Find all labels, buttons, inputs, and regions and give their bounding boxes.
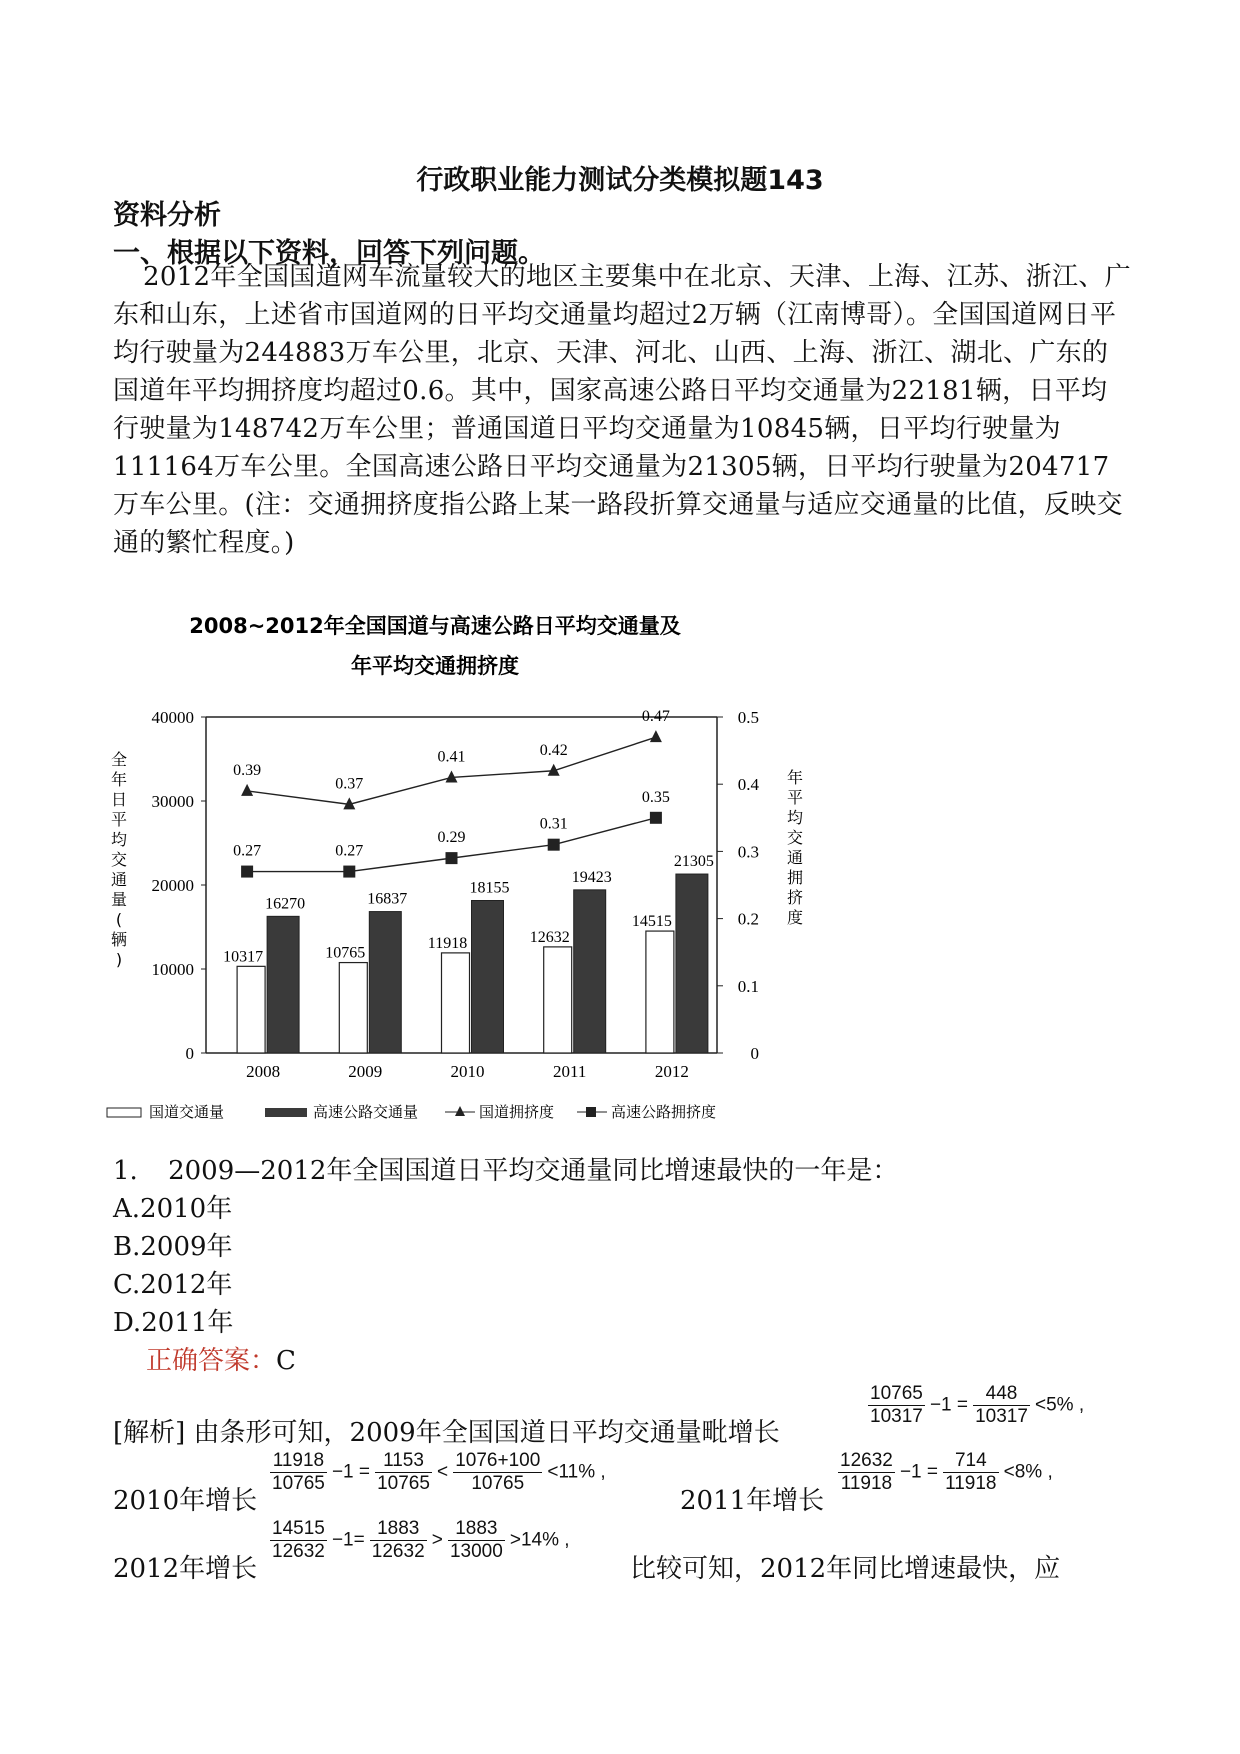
option-text: 2009年 xyxy=(140,1232,233,1262)
option-text: 2010年 xyxy=(140,1194,233,1224)
y-tick-label: 0 xyxy=(185,1044,194,1063)
operator: −1 = xyxy=(929,1394,968,1416)
y2-axis-label: 通 xyxy=(786,848,804,867)
fraction: $\frac{1076+100}{10765}$ xyxy=(455,1450,541,1494)
y2-axis-label: 年 xyxy=(786,768,804,787)
option-text: 2011年 xyxy=(141,1308,234,1338)
answer-label: 正确答案： xyxy=(146,1346,277,1376)
option-letter: B. xyxy=(113,1232,141,1262)
option-d[interactable] xyxy=(113,1302,233,1339)
question-text: 2009—2012年全国国道日平均交通量同比增速最快的一年是： xyxy=(168,1156,899,1186)
triangle-marker xyxy=(446,770,458,782)
operator: −1 = xyxy=(899,1461,938,1483)
square-marker xyxy=(241,866,253,878)
y2-axis-label: 平 xyxy=(786,788,804,807)
inequality: >14% , xyxy=(509,1529,570,1551)
legend-triangle-marker xyxy=(455,1106,465,1116)
x-tick-label: 2008 xyxy=(246,1062,281,1081)
option-letter: C. xyxy=(113,1270,141,1300)
bar-national xyxy=(237,966,265,1053)
y-axis-label: ( xyxy=(115,910,123,929)
y-tick-label: 40000 xyxy=(151,708,194,727)
legend-label: 高速公路交通量 xyxy=(313,1103,419,1121)
question-number: 1. xyxy=(113,1156,138,1186)
answer-value: C xyxy=(276,1346,296,1376)
operator: −1 = xyxy=(331,1461,370,1483)
y-tick-label: 30000 xyxy=(151,792,194,811)
y2-tick-label: 0.4 xyxy=(737,775,759,795)
point-label: 0.42 xyxy=(539,741,568,759)
fraction: $\frac{448}{10317}$ xyxy=(975,1383,1028,1427)
fraction: $\frac{1883}{13000}$ xyxy=(449,1518,503,1562)
bar-expressway xyxy=(676,874,708,1053)
explanation-line-2b: 2011年增长 xyxy=(680,1486,825,1516)
option-letter: D. xyxy=(113,1308,142,1338)
option-b[interactable] xyxy=(113,1226,233,1263)
legend-square-marker xyxy=(586,1107,596,1117)
x-tick-label: 2009 xyxy=(348,1062,383,1081)
material-passage xyxy=(113,258,1133,562)
plot-area xyxy=(107,708,803,1121)
inequality: <8% , xyxy=(1003,1461,1053,1483)
x-tick-label: 2011 xyxy=(553,1062,587,1081)
y2-axis-label: 拥 xyxy=(786,868,804,887)
point-label: 0.31 xyxy=(539,815,568,833)
operator: −1= xyxy=(331,1529,365,1551)
y-axis-label: 辆 xyxy=(110,930,128,949)
legend-label: 国道拥挤度 xyxy=(479,1103,555,1121)
formula-2010 xyxy=(270,1450,606,1495)
legend-label: 高速公路拥挤度 xyxy=(611,1103,717,1121)
option-a[interactable] xyxy=(113,1188,232,1225)
y-axis-label: ) xyxy=(115,950,123,969)
fraction: $\frac{12632}{11918}$ xyxy=(840,1450,893,1494)
option-text: 2012年 xyxy=(140,1270,233,1300)
option-c[interactable] xyxy=(113,1264,232,1301)
bar-expressway-label: 18155 xyxy=(469,879,510,897)
point-label: 0.39 xyxy=(233,761,262,779)
point-label: 0.37 xyxy=(335,775,364,793)
y2-axis-label: 挤 xyxy=(786,888,804,907)
point-label: 0.27 xyxy=(335,842,364,860)
x-tick-label: 2010 xyxy=(450,1062,485,1081)
bar-expressway-label: 16837 xyxy=(367,890,408,908)
fraction: $\frac{14515}{12632}$ xyxy=(272,1518,325,1562)
y2-tick-label: 0.5 xyxy=(737,708,759,727)
bar-national xyxy=(339,963,367,1053)
explanation-line-3b: 比较可知，2012年同比增速最快，应 xyxy=(630,1554,1061,1584)
square-marker xyxy=(650,812,662,824)
triangle-marker xyxy=(241,784,253,796)
square-marker xyxy=(548,839,560,851)
bar-national-label: 10317 xyxy=(223,948,264,966)
y-axis-label: 平 xyxy=(110,810,128,829)
fraction: $\frac{11918}{10765}$ xyxy=(272,1450,325,1494)
y2-axis-label: 交 xyxy=(786,828,804,847)
part-heading: 一、根据以下资料，回答下列问题。 xyxy=(113,238,545,269)
y2-tick-label: 0.3 xyxy=(737,842,759,862)
bar-national xyxy=(646,931,674,1053)
fraction: $\frac{10765}{10317}$ xyxy=(870,1383,923,1427)
point-label: 0.47 xyxy=(641,708,670,726)
y-axis-label: 量 xyxy=(110,890,128,909)
section-heading: 资料分析 xyxy=(113,200,221,231)
y-axis-label: 交 xyxy=(110,850,128,869)
explanation-line-1: [解析] 由条形可知，2009年全国国道日平均交通量毗增长 xyxy=(113,1418,780,1448)
bar-expressway xyxy=(267,916,299,1053)
y-axis-label: 日 xyxy=(110,790,128,809)
passage-text: 2012年全国国道网车流量较大的地区主要集中在北京、天津、上海、江苏、浙江、广东和山东，上述省市国道网的日平均交通量均超过2万辆（江南博哥）。全国国道网日平均行驶量为244883万车公里，北京、天津、河北、山西、上海、浙江、湖北、广东的国道年平均拥挤度均超过0.6。其中，国家高速公路日平均交通量为22181辆，日平均行驶量为148742万车公里；普通国道日平均交通量为10845辆，日平均行驶量为111164万车公里。全国高速公路日平均交通量为21305辆，日平均行驶量为204717万车公里。(注：交通拥挤度指公路上某一路段折算交通量与适应交通量的比值，反映交通的繁忙程度。) xyxy=(113,262,1131,558)
inequality: <11% , xyxy=(547,1461,606,1483)
y-axis-label: 年 xyxy=(110,770,128,789)
explanation-line-3: 2012年增长 xyxy=(113,1554,258,1584)
operator: > xyxy=(431,1529,443,1551)
point-label: 0.41 xyxy=(437,748,466,766)
chart-subtitle: 年平均交通拥挤度 xyxy=(351,654,519,678)
y-axis-label: 均 xyxy=(110,830,128,849)
y2-tick-label: 0 xyxy=(750,1044,759,1063)
bar-national xyxy=(442,953,470,1053)
y2-axis-label: 度 xyxy=(786,908,804,927)
fraction: $\frac{1153}{10765}$ xyxy=(377,1450,430,1494)
formula-2012 xyxy=(270,1518,570,1563)
option-letter: A. xyxy=(113,1194,141,1224)
fraction: $\frac{1883}{12632}$ xyxy=(371,1518,425,1562)
y2-tick-label: 0.1 xyxy=(737,976,759,996)
legend-swatch-national xyxy=(107,1108,141,1117)
bar-expressway-label: 21305 xyxy=(673,853,714,871)
bar-expressway-label: 19423 xyxy=(571,868,612,886)
y2-axis-label: 均 xyxy=(786,808,804,827)
inequality: <5% , xyxy=(1035,1394,1085,1416)
chart-title: 2008~2012年全国国道与高速公路日平均交通量及 xyxy=(189,614,681,638)
explanation-line-2: 2010年增长 xyxy=(113,1486,258,1516)
operator: < xyxy=(437,1461,449,1483)
fraction: $\frac{714}{11918}$ xyxy=(945,1450,997,1494)
legend-label: 国道交通量 xyxy=(149,1103,225,1121)
legend-swatch-expressway xyxy=(265,1108,307,1117)
point-label: 0.35 xyxy=(641,788,670,806)
formula-2011 xyxy=(838,1450,1053,1495)
point-label: 0.29 xyxy=(437,829,466,847)
bar-national-label: 14515 xyxy=(631,913,672,931)
chart-svg xyxy=(105,605,845,1145)
y2-tick-label: 0.2 xyxy=(737,909,759,929)
bar-national-label: 10765 xyxy=(325,944,366,962)
bar-expressway xyxy=(574,890,606,1053)
formula-2009 xyxy=(868,1383,1084,1428)
y-axis-label: 通 xyxy=(110,870,128,889)
bar-expressway-label: 16270 xyxy=(265,895,306,913)
bar-expressway xyxy=(472,900,504,1053)
bar-national xyxy=(544,947,572,1053)
point-label: 0.27 xyxy=(233,842,262,860)
square-marker xyxy=(343,866,355,878)
document-title: 行政职业能力测试分类模拟题143 xyxy=(416,165,824,196)
y-axis-label: 全 xyxy=(110,750,128,769)
question-stem xyxy=(113,1150,898,1187)
traffic-chart xyxy=(105,605,845,1145)
bar-expressway xyxy=(369,912,401,1053)
correct-answer xyxy=(146,1340,296,1377)
bar-national-label: 11918 xyxy=(427,934,468,952)
triangle-marker xyxy=(650,730,662,742)
bar-national-label: 12632 xyxy=(529,928,570,946)
y-tick-label: 10000 xyxy=(151,960,194,979)
square-marker xyxy=(446,852,458,864)
y-tick-label: 20000 xyxy=(151,876,194,895)
x-tick-label: 2012 xyxy=(654,1062,689,1081)
